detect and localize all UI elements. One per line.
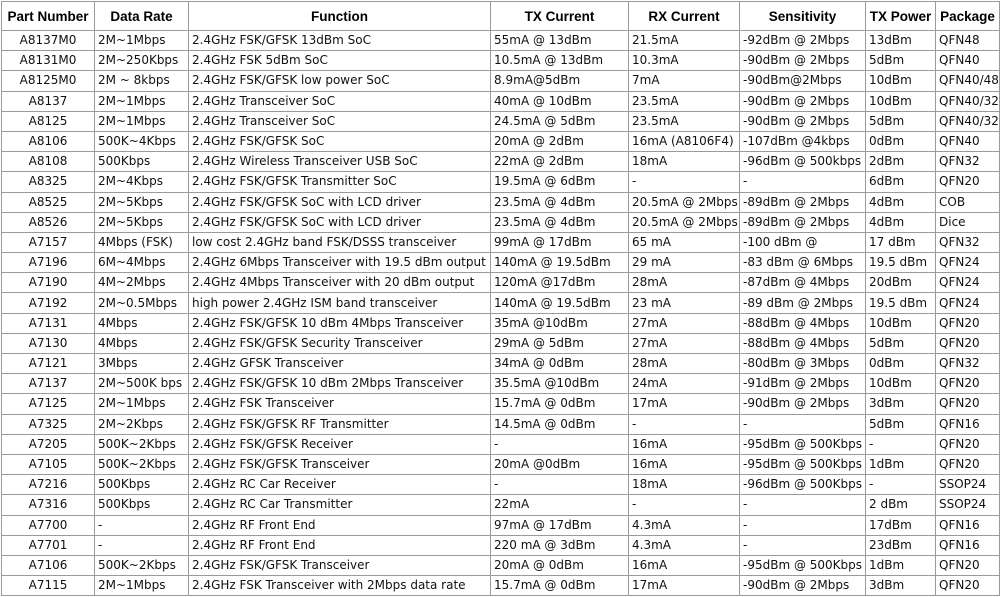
tx-current-cell: 35.5mA @10dBm: [491, 374, 629, 394]
tx-current-cell: 220 mA @ 3dBm: [491, 535, 629, 555]
function-cell: 2.4GHz FSK 5dBm SoC: [189, 51, 491, 71]
rx-current-cell: 28mA: [629, 273, 740, 293]
sensitivity-cell: -90dBm @ 2Mbps: [740, 51, 866, 71]
data-rate-cell: 500K~4Kbps: [95, 131, 189, 151]
part-number-cell: A7137: [2, 374, 95, 394]
tx-power-cell: 4dBm: [866, 192, 936, 212]
rx-current-cell: -: [629, 172, 740, 192]
package-cell: QFN16: [936, 414, 1000, 434]
package-cell: SSOP24: [936, 475, 1000, 495]
sensitivity-cell: -100 dBm @: [740, 232, 866, 252]
part-number-cell: A7130: [2, 333, 95, 353]
function-cell: 2.4GHz FSK/GFSK RF Transmitter: [189, 414, 491, 434]
tx-power-cell: -: [866, 434, 936, 454]
part-number-cell: A8137M0: [2, 31, 95, 51]
package-cell: QFN24: [936, 273, 1000, 293]
rx-current-cell: 7mA: [629, 71, 740, 91]
table-row: [2, 131, 1000, 151]
function-cell: 2.4GHz Wireless Transceiver USB SoC: [189, 152, 491, 172]
function-cell: 2.4GHz 6Mbps Transceiver with 19.5 dBm output: [189, 253, 491, 273]
tx-power-cell: -: [866, 475, 936, 495]
sensitivity-cell: -90dBm @ 2Mbps: [740, 111, 866, 131]
table-row: [2, 172, 1000, 192]
package-cell: QFN48: [936, 31, 1000, 51]
rx-current-cell: 24mA: [629, 374, 740, 394]
part-number-cell: A8106: [2, 131, 95, 151]
table-row: [2, 576, 1000, 596]
sensitivity-cell: -90dBm @ 2Mbps: [740, 576, 866, 596]
tx-current-cell: 14.5mA @ 0dBm: [491, 414, 629, 434]
rx-current-cell: 20.5mA @ 2Mbps: [629, 192, 740, 212]
part-number-cell: A7106: [2, 555, 95, 575]
sensitivity-cell: -: [740, 414, 866, 434]
package-cell: QFN32: [936, 232, 1000, 252]
part-number-cell: A7115: [2, 576, 95, 596]
table-row: [2, 434, 1000, 454]
data-rate-cell: -: [95, 515, 189, 535]
table-row: [2, 313, 1000, 333]
package-cell: QFN40/32: [936, 91, 1000, 111]
tx-power-cell: 3dBm: [866, 394, 936, 414]
tx-current-cell: -: [491, 475, 629, 495]
rx-current-cell: 16mA: [629, 434, 740, 454]
data-rate-cell: 4Mbps: [95, 333, 189, 353]
rx-current-cell: 4.3mA: [629, 535, 740, 555]
part-number-cell: A7192: [2, 293, 95, 313]
data-rate-cell: 2M~0.5Mbps: [95, 293, 189, 313]
data-rate-cell: 2M ~ 8kbps: [95, 71, 189, 91]
package-cell: QFN32: [936, 354, 1000, 374]
tx-current-cell: 99mA @ 17dBm: [491, 232, 629, 252]
function-cell: 2.4GHz FSK/GFSK SoC with LCD driver: [189, 192, 491, 212]
tx-current-cell: 10.5mA @ 13dBm: [491, 51, 629, 71]
tx-current-cell: 140mA @ 19.5dBm: [491, 293, 629, 313]
rx-current-cell: 65 mA: [629, 232, 740, 252]
function-cell: 2.4GHz FSK/GFSK 13dBm SoC: [189, 31, 491, 51]
rx-current-cell: 27mA: [629, 333, 740, 353]
part-number-cell: A8526: [2, 212, 95, 232]
tx-current-cell: 24.5mA @ 5dBm: [491, 111, 629, 131]
sensitivity-cell: -90dBm@2Mbps: [740, 71, 866, 91]
tx-current-cell: 97mA @ 17dBm: [491, 515, 629, 535]
tx-current-cell: 15.7mA @ 0dBm: [491, 394, 629, 414]
package-cell: QFN16: [936, 535, 1000, 555]
tx-current-cell: 20mA @ 0dBm: [491, 555, 629, 575]
data-rate-cell: 500Kbps: [95, 152, 189, 172]
package-cell: QFN24: [936, 293, 1000, 313]
function-cell: 2.4GHz FSK/GFSK Transceiver: [189, 555, 491, 575]
package-cell: QFN40: [936, 131, 1000, 151]
package-cell: COB: [936, 192, 1000, 212]
table-row: [2, 354, 1000, 374]
table-row: [2, 273, 1000, 293]
part-number-cell: A7701: [2, 535, 95, 555]
part-number-cell: A7105: [2, 454, 95, 474]
product-table: [1, 1, 1000, 596]
function-cell: low cost 2.4GHz band FSK/DSSS transceiver: [189, 232, 491, 252]
data-rate-cell: 4M~2Mbps: [95, 273, 189, 293]
package-cell: QFN20: [936, 555, 1000, 575]
header-data-rate: Data Rate: [95, 2, 189, 31]
part-number-cell: A8108: [2, 152, 95, 172]
function-cell: 2.4GHz FSK/GFSK Security Transceiver: [189, 333, 491, 353]
header-tx-current: TX Current: [491, 2, 629, 31]
tx-power-cell: 2 dBm: [866, 495, 936, 515]
sensitivity-cell: -83 dBm @ 6Mbps: [740, 253, 866, 273]
data-rate-cell: 2M~500K bps: [95, 374, 189, 394]
part-number-cell: A8525: [2, 192, 95, 212]
table-row: [2, 374, 1000, 394]
rx-current-cell: 28mA: [629, 354, 740, 374]
table-body: [2, 31, 1000, 596]
rx-current-cell: 23 mA: [629, 293, 740, 313]
table-row: [2, 515, 1000, 535]
rx-current-cell: 10.3mA: [629, 51, 740, 71]
function-cell: 2.4GHz FSK/GFSK low power SoC: [189, 71, 491, 91]
tx-power-cell: 13dBm: [866, 31, 936, 51]
tx-current-cell: 23.5mA @ 4dBm: [491, 212, 629, 232]
function-cell: 2.4GHz FSK/GFSK Transmitter SoC: [189, 172, 491, 192]
part-number-cell: A7205: [2, 434, 95, 454]
tx-current-cell: 22mA: [491, 495, 629, 515]
data-rate-cell: 2M~4Kbps: [95, 172, 189, 192]
sensitivity-cell: -80dBm @ 3Mbps: [740, 354, 866, 374]
table-row: [2, 414, 1000, 434]
tx-power-cell: 0dBm: [866, 354, 936, 374]
data-rate-cell: 2M~5Kbps: [95, 192, 189, 212]
table-row: [2, 232, 1000, 252]
table-row: [2, 192, 1000, 212]
table-row: [2, 293, 1000, 313]
package-cell: QFN20: [936, 434, 1000, 454]
package-cell: QFN20: [936, 454, 1000, 474]
part-number-cell: A7121: [2, 354, 95, 374]
tx-current-cell: 20mA @0dBm: [491, 454, 629, 474]
sensitivity-cell: -95dBm @ 500Kbps: [740, 454, 866, 474]
tx-power-cell: 17dBm: [866, 515, 936, 535]
rx-current-cell: 16mA: [629, 555, 740, 575]
header-package: Package: [936, 2, 1000, 31]
rx-current-cell: 18mA: [629, 475, 740, 495]
function-cell: 2.4GHz FSK/GFSK 10 dBm 2Mbps Transceiver: [189, 374, 491, 394]
header-tx-power: TX Power: [866, 2, 936, 31]
package-cell: QFN20: [936, 172, 1000, 192]
sensitivity-cell: -89dBm @ 2Mbps: [740, 192, 866, 212]
tx-power-cell: 0dBm: [866, 131, 936, 151]
tx-power-cell: 23dBm: [866, 535, 936, 555]
sensitivity-cell: -91dBm @ 2Mbps: [740, 374, 866, 394]
rx-current-cell: 29 mA: [629, 253, 740, 273]
tx-current-cell: 40mA @ 10dBm: [491, 91, 629, 111]
part-number-cell: A8325: [2, 172, 95, 192]
tx-current-cell: 120mA @17dBm: [491, 273, 629, 293]
tx-power-cell: 17 dBm: [866, 232, 936, 252]
part-number-cell: A8125: [2, 111, 95, 131]
part-number-cell: A7700: [2, 515, 95, 535]
package-cell: QFN20: [936, 333, 1000, 353]
sensitivity-cell: -: [740, 535, 866, 555]
tx-current-cell: 22mA @ 2dBm: [491, 152, 629, 172]
tx-power-cell: 20dBm: [866, 273, 936, 293]
package-cell: QFN20: [936, 576, 1000, 596]
data-rate-cell: 500K~2Kbps: [95, 555, 189, 575]
function-cell: 2.4GHz FSK/GFSK SoC: [189, 131, 491, 151]
function-cell: 2.4GHz RF Front End: [189, 535, 491, 555]
sensitivity-cell: -89dBm @ 2Mbps: [740, 212, 866, 232]
rx-current-cell: 21.5mA: [629, 31, 740, 51]
function-cell: 2.4GHz FSK/GFSK Receiver: [189, 434, 491, 454]
tx-power-cell: 1dBm: [866, 555, 936, 575]
sensitivity-cell: -88dBm @ 4Mbps: [740, 313, 866, 333]
rx-current-cell: 23.5mA: [629, 111, 740, 131]
part-number-cell: A7196: [2, 253, 95, 273]
tx-power-cell: 10dBm: [866, 71, 936, 91]
tx-current-cell: 15.7mA @ 0dBm: [491, 576, 629, 596]
data-rate-cell: 500Kbps: [95, 475, 189, 495]
sensitivity-cell: -89 dBm @ 2Mbps: [740, 293, 866, 313]
rx-current-cell: 20.5mA @ 2Mbps: [629, 212, 740, 232]
part-number-cell: A7325: [2, 414, 95, 434]
tx-power-cell: 3dBm: [866, 576, 936, 596]
table-row: [2, 475, 1000, 495]
data-rate-cell: 2M~1Mbps: [95, 394, 189, 414]
table-row: [2, 495, 1000, 515]
header-sensitivity: Sensitivity: [740, 2, 866, 31]
data-rate-cell: 2M~1Mbps: [95, 31, 189, 51]
table-row: [2, 454, 1000, 474]
function-cell: 2.4GHz FSK/GFSK Transceiver: [189, 454, 491, 474]
table-row: [2, 212, 1000, 232]
table-row: [2, 394, 1000, 414]
table-row: [2, 31, 1000, 51]
rx-current-cell: 23.5mA: [629, 91, 740, 111]
part-number-cell: A8125M0: [2, 71, 95, 91]
function-cell: 2.4GHz FSK/GFSK SoC with LCD driver: [189, 212, 491, 232]
part-number-cell: A7125: [2, 394, 95, 414]
package-cell: Dice: [936, 212, 1000, 232]
package-cell: QFN16: [936, 515, 1000, 535]
tx-power-cell: 19.5 dBm: [866, 253, 936, 273]
package-cell: QFN20: [936, 313, 1000, 333]
rx-current-cell: -: [629, 495, 740, 515]
tx-power-cell: 5dBm: [866, 111, 936, 131]
part-number-cell: A7190: [2, 273, 95, 293]
data-rate-cell: 2M~1Mbps: [95, 111, 189, 131]
part-number-cell: A7316: [2, 495, 95, 515]
table-row: [2, 51, 1000, 71]
package-cell: QFN40: [936, 51, 1000, 71]
package-cell: QFN40/32: [936, 111, 1000, 131]
data-rate-cell: 500K~2Kbps: [95, 434, 189, 454]
package-cell: QFN20: [936, 394, 1000, 414]
tx-current-cell: 35mA @10dBm: [491, 313, 629, 333]
part-number-cell: A7157: [2, 232, 95, 252]
sensitivity-cell: -90dBm @ 2Mbps: [740, 91, 866, 111]
table-row: [2, 71, 1000, 91]
rx-current-cell: -: [629, 414, 740, 434]
tx-power-cell: 10dBm: [866, 91, 936, 111]
table-row: [2, 91, 1000, 111]
function-cell: 2.4GHz FSK Transceiver with 2Mbps data rate: [189, 576, 491, 596]
tx-power-cell: 19.5 dBm: [866, 293, 936, 313]
sensitivity-cell: -: [740, 495, 866, 515]
table-row: [2, 555, 1000, 575]
header-part-number: Part Number: [2, 2, 95, 31]
part-number-cell: A8131M0: [2, 51, 95, 71]
data-rate-cell: 4Mbps (FSK): [95, 232, 189, 252]
tx-current-cell: 140mA @ 19.5dBm: [491, 253, 629, 273]
tx-current-cell: 34mA @ 0dBm: [491, 354, 629, 374]
function-cell: 2.4GHz RC Car Receiver: [189, 475, 491, 495]
tx-current-cell: 20mA @ 2dBm: [491, 131, 629, 151]
table-row: [2, 535, 1000, 555]
rx-current-cell: 27mA: [629, 313, 740, 333]
tx-power-cell: 5dBm: [866, 333, 936, 353]
data-rate-cell: 500K~2Kbps: [95, 454, 189, 474]
sensitivity-cell: -90dBm @ 2Mbps: [740, 394, 866, 414]
package-cell: QFN24: [936, 253, 1000, 273]
table-row: [2, 333, 1000, 353]
sensitivity-cell: -: [740, 172, 866, 192]
part-number-cell: A8137: [2, 91, 95, 111]
data-rate-cell: 2M~5Kbps: [95, 212, 189, 232]
data-rate-cell: 2M~1Mbps: [95, 576, 189, 596]
function-cell: 2.4GHz FSK Transceiver: [189, 394, 491, 414]
part-number-cell: A7216: [2, 475, 95, 495]
package-cell: SSOP24: [936, 495, 1000, 515]
rx-current-cell: 16mA: [629, 454, 740, 474]
sensitivity-cell: -95dBm @ 500Kbps: [740, 555, 866, 575]
sensitivity-cell: -87dBm @ 4Mbps: [740, 273, 866, 293]
sensitivity-cell: -95dBm @ 500Kbps: [740, 434, 866, 454]
tx-current-cell: 23.5mA @ 4dBm: [491, 192, 629, 212]
data-rate-cell: 2M~1Mbps: [95, 91, 189, 111]
tx-current-cell: -: [491, 434, 629, 454]
tx-power-cell: 5dBm: [866, 414, 936, 434]
rx-current-cell: 18mA: [629, 152, 740, 172]
tx-current-cell: 8.9mA@5dBm: [491, 71, 629, 91]
package-cell: QFN32: [936, 152, 1000, 172]
function-cell: 2.4GHz Transceiver SoC: [189, 111, 491, 131]
tx-current-cell: 29mA @ 5dBm: [491, 333, 629, 353]
tx-power-cell: 5dBm: [866, 51, 936, 71]
data-rate-cell: 6M~4Mbps: [95, 253, 189, 273]
function-cell: 2.4GHz RC Car Transmitter: [189, 495, 491, 515]
function-cell: 2.4GHz FSK/GFSK 10 dBm 4Mbps Transceiver: [189, 313, 491, 333]
table-row: [2, 111, 1000, 131]
tx-power-cell: 6dBm: [866, 172, 936, 192]
data-rate-cell: 500Kbps: [95, 495, 189, 515]
tx-power-cell: 4dBm: [866, 212, 936, 232]
function-cell: 2.4GHz 4Mbps Transceiver with 20 dBm output: [189, 273, 491, 293]
header-row: [2, 2, 1000, 31]
sensitivity-cell: -92dBm @ 2Mbps: [740, 31, 866, 51]
function-cell: 2.4GHz GFSK Transceiver: [189, 354, 491, 374]
tx-power-cell: 1dBm: [866, 454, 936, 474]
header-rx-current: RX Current: [629, 2, 740, 31]
sensitivity-cell: -: [740, 515, 866, 535]
data-rate-cell: -: [95, 535, 189, 555]
package-cell: QFN20: [936, 374, 1000, 394]
rx-current-cell: 17mA: [629, 394, 740, 414]
tx-power-cell: 10dBm: [866, 374, 936, 394]
rx-current-cell: 4.3mA: [629, 515, 740, 535]
table-row: [2, 253, 1000, 273]
rx-current-cell: 17mA: [629, 576, 740, 596]
header-function: Function: [189, 2, 491, 31]
table-row: [2, 152, 1000, 172]
data-rate-cell: 2M~250Kbps: [95, 51, 189, 71]
function-cell: 2.4GHz Transceiver SoC: [189, 91, 491, 111]
sensitivity-cell: -96dBm @ 500kbps: [740, 152, 866, 172]
function-cell: high power 2.4GHz ISM band transceiver: [189, 293, 491, 313]
part-number-cell: A7131: [2, 313, 95, 333]
data-rate-cell: 2M~2Kbps: [95, 414, 189, 434]
tx-power-cell: 10dBm: [866, 313, 936, 333]
data-rate-cell: 4Mbps: [95, 313, 189, 333]
sensitivity-cell: -107dBm @4kbps: [740, 131, 866, 151]
data-rate-cell: 3Mbps: [95, 354, 189, 374]
package-cell: QFN40/48: [936, 71, 1000, 91]
rx-current-cell: 16mA (A8106F4): [629, 131, 740, 151]
tx-current-cell: 55mA @ 13dBm: [491, 31, 629, 51]
tx-current-cell: 19.5mA @ 6dBm: [491, 172, 629, 192]
sensitivity-cell: -96dBm @ 500Kbps: [740, 475, 866, 495]
tx-power-cell: 2dBm: [866, 152, 936, 172]
sensitivity-cell: -88dBm @ 4Mbps: [740, 333, 866, 353]
function-cell: 2.4GHz RF Front End: [189, 515, 491, 535]
